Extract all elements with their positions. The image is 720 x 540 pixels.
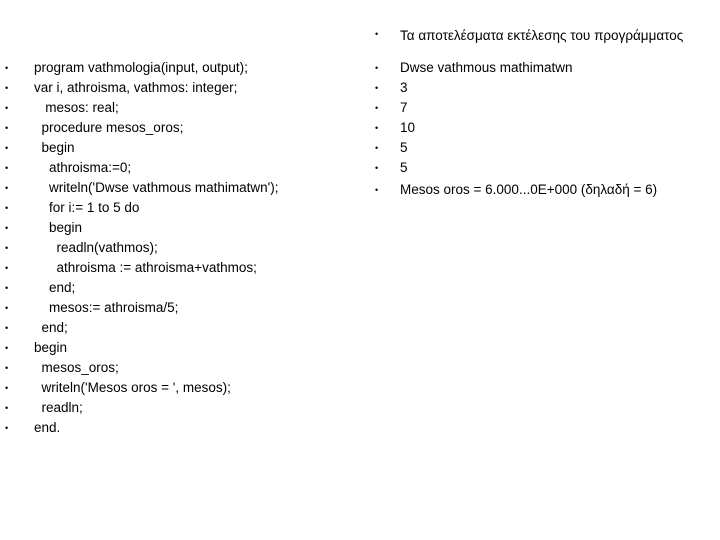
code-line xyxy=(0,318,360,338)
code-line-text: athroisma := athroisma+vathmos; xyxy=(34,260,257,275)
code-line-text: begin xyxy=(34,340,68,355)
output-line-text: Dwse vathmous mathimatwn xyxy=(400,60,573,75)
code-line-text: mesos_oros; xyxy=(34,360,119,375)
code-line xyxy=(0,378,360,398)
code-line xyxy=(0,158,360,178)
code-line xyxy=(0,358,360,378)
bullet-icon: • xyxy=(5,303,9,313)
bullet-icon: • xyxy=(5,223,9,233)
bullet-icon: • xyxy=(375,63,379,73)
bullet-icon: • xyxy=(375,185,379,195)
code-line xyxy=(0,98,360,118)
code-line-text: writeln('Mesos oros = ', mesos); xyxy=(34,380,231,395)
code-line-text: readln; xyxy=(34,400,83,415)
code-line-text: begin xyxy=(34,220,83,235)
bullet-icon: • xyxy=(5,163,9,173)
code-line-text: begin xyxy=(34,140,75,155)
bullet-icon: • xyxy=(375,163,379,173)
code-line xyxy=(0,198,360,218)
bullet-icon: • xyxy=(5,83,9,93)
code-line-text: writeln('Dwse vathmous mathimatwn'); xyxy=(34,180,279,195)
code-line xyxy=(0,398,360,418)
bullet-icon: • xyxy=(5,283,9,293)
code-line-text: var i, athroisma, vathmos: integer; xyxy=(34,80,238,95)
code-line-text: readln(vathmos); xyxy=(34,240,158,255)
code-line xyxy=(0,138,360,158)
code-line-text: procedure mesos_oros; xyxy=(34,120,184,135)
bullet-icon: • xyxy=(375,143,379,153)
bullet-icon: • xyxy=(5,183,9,193)
bullet-icon: • xyxy=(375,83,379,93)
bullet-icon: • xyxy=(5,403,9,413)
bullet-icon: • xyxy=(5,63,9,73)
output-line-text: 5 xyxy=(400,140,408,155)
bullet-icon: • xyxy=(5,203,9,213)
bullet-icon: • xyxy=(375,103,379,113)
bullet-icon: • xyxy=(5,343,9,353)
code-line-text: mesos:= athroisma/5; xyxy=(34,300,179,315)
code-line-text: mesos: real; xyxy=(34,100,119,115)
code-line xyxy=(0,298,360,318)
bullet-icon: • xyxy=(5,383,9,393)
output-line-text: 3 xyxy=(400,80,408,95)
bullet-icon: • xyxy=(375,123,379,133)
bullet-icon: • xyxy=(5,103,9,113)
bullet-icon: • xyxy=(5,423,9,433)
code-line-text: athroisma:=0; xyxy=(34,160,132,175)
output-line-text: Mesos oros = 6.000...0E+000 (δηλαδή = 6) xyxy=(400,182,658,197)
code-line-text: end; xyxy=(34,320,68,335)
output-line-text: 5 xyxy=(400,160,408,175)
code-line xyxy=(0,218,360,238)
bullet-icon: • xyxy=(5,143,9,153)
code-line xyxy=(0,178,360,198)
code-line-text: program vathmologia(input, output); xyxy=(34,60,248,75)
code-line xyxy=(0,418,360,438)
output-line-text: 7 xyxy=(400,100,408,115)
bullet-icon: • xyxy=(5,323,9,333)
code-line xyxy=(0,278,360,298)
code-line xyxy=(0,258,360,278)
code-line xyxy=(0,58,360,78)
code-line xyxy=(0,338,360,358)
code-line-text: end; xyxy=(34,280,76,295)
code-line xyxy=(0,238,360,258)
code-line xyxy=(0,78,360,98)
code-line-text: end. xyxy=(34,420,61,435)
output-heading-text: Τα αποτελέσματα εκτέλεσης του προγράμματος xyxy=(400,28,684,43)
code-line xyxy=(0,118,360,138)
bullet-icon: • xyxy=(5,123,9,133)
bullet-icon: • xyxy=(375,29,379,39)
bullet-icon: • xyxy=(5,263,9,273)
bullet-icon: • xyxy=(5,243,9,253)
bullet-icon: • xyxy=(5,363,9,373)
output-line-text: 10 xyxy=(400,120,416,135)
code-line-text: for i:= 1 to 5 do xyxy=(34,200,140,215)
